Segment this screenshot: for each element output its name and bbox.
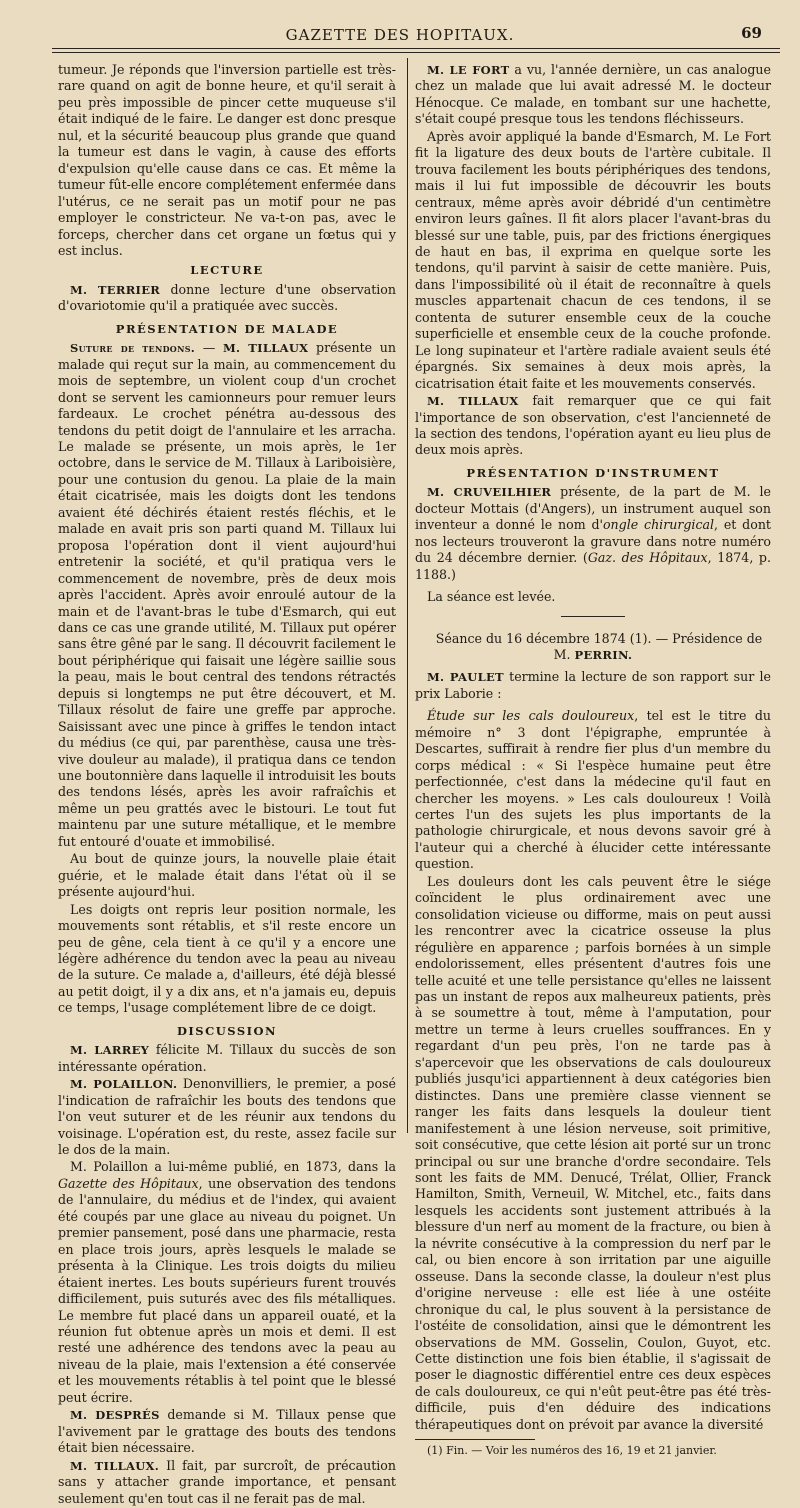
case-title: Suture de tendons.: [70, 341, 196, 356]
paragraph-text: présente, de la part de M. le docteur Mottais (d'Angers), un instrument auquel son inventeur a donné le nom d': [415, 484, 771, 533]
speaker-name: M. TERRIER: [70, 282, 161, 297]
column-divider: [407, 58, 408, 1133]
paragraph-text: , et dont nos lecteurs trouveront la gravure dans notre numéro du 24 décembre dernier. (: [415, 517, 771, 566]
president-name: PERRIN.: [574, 647, 633, 662]
paragraph-tillaux: [58, 1458, 396, 1507]
paragraph-text: félicite M. Tillaux du succès de son intéressante opération.: [58, 1042, 396, 1074]
journal-reference: Gaz. des Hôpitaux: [587, 550, 708, 566]
paragraph-paulet: [415, 669, 771, 702]
dash: —: [195, 340, 223, 356]
paragraph-text: , une observation des tendons de l'annulaire, du médius et de l'index, qui avaient été coupés par une glace au niveau du poignet. Un premier pansement, posé dans une pharmacie, resta en place trois jours, après lesquels le malade se présenta à la Clinique. Les trois doigts du milieu étaient inertes. Les bouts supérieurs furent trouvés difficilement, puis suturés avec des fils métalliques. Le membre fut placé dans un appareil ouaté, et la réunion fut obtenue après un mois et demi. Il est resté une adhérence des tendons avec la peau au niveau de la plaie, mais l'extension a été conservée et les mouvements rétablis à tel point que le blessé peut écrire.: [58, 1175, 397, 1405]
header-rule-double: [52, 52, 780, 53]
paragraph-text: , 1874, p. 1188.): [415, 550, 771, 582]
speaker-name: M. POLAILLON.: [70, 1077, 178, 1092]
speaker-name: M. LARREY: [70, 1043, 150, 1058]
paragraph-text: a vu, l'année dernière, un cas analogue chez un malade que lui avait adressé M. le docteur Hénocque. Ce malade, en tombant sur une hachette, s'était coupé presque tous les tendons fléchisseurs.: [415, 62, 771, 127]
speaker-name: M. PAULET: [427, 670, 504, 685]
page-number: 69: [741, 24, 762, 42]
journal-reference: Gazette des Hôpitaux: [58, 1175, 199, 1191]
speaker-name: M. TILLAUX: [223, 341, 309, 356]
speaker-name: M. LE FORT: [427, 63, 510, 77]
paragraph-polaillon-2: [58, 1159, 396, 1406]
section-heading-presentation: PRÉSENTATION DE MALADE: [115, 321, 339, 336]
paragraph-text: demande si M. Tillaux pense que l'avivement par le grattage des bouts des tendons était bien nécessaire.: [58, 1407, 396, 1456]
speaker-name: M. TILLAUX.: [70, 1458, 160, 1473]
paragraph-text: Il fait, par surcroît, de précaution sans y attacher grande importance, et pensant seulement qu'en tout cas il ne ferait pas de mal.: [58, 1457, 396, 1506]
section-heading-lecture: LECTURE: [190, 263, 264, 278]
paragraph-text: M. Polaillon a lui-même publié, en 1873, dans la: [70, 1159, 396, 1175]
section-heading-discussion: DISCUSSION: [176, 1023, 278, 1038]
session-heading: [415, 631, 771, 664]
left-column: [58, 62, 396, 1508]
session-date: Séance du 16 décembre 1874 (1). — Présidence de M.: [435, 630, 763, 662]
header-rule: [52, 48, 780, 49]
paragraph-cruveilhier: [415, 484, 771, 583]
paragraph: Au bout de quinze jours, la nouvelle plaie était guérie, et le malade était dans l'état où il se présente aujourd'hui.: [58, 851, 396, 900]
speaker-name: M. DESPRÉS: [70, 1408, 160, 1423]
speaker-name: M. TILLAUX: [427, 394, 519, 409]
paragraph-etude: [415, 708, 771, 873]
paragraph-text: Denonvilliers, le premier, a posé l'indication de rafraîchir les bouts des tendons que l'on veut suturer et de les réunir aux tendons du voisinage. L'opération est, du reste, assez facile sur le dos de la main.: [58, 1076, 396, 1157]
instrument-name: ongle chirurgical: [602, 517, 715, 533]
paragraph-despres: [58, 1407, 396, 1456]
memoir-title: Étude sur les cals douloureux: [427, 708, 635, 724]
paragraph: Les douleurs dont les cals peuvent être le siége coïncident le plus ordinairement avec une consolidation vicieuse ou difforme, mais on peut aussi les rencontrer avec la cicatrice osseuse la plus régulière en apparence ; parfois bornées à un simple endolorissement, elles présentent d'autres fois une telle acuité et une telle persistance qu'elles ne laissent pas un instant de repos aux malheureux patients, près à se soumettre à tout, même à l'amputation, pour mettre un terme à leurs cruelles souffrances. En y regardant d'un peu près, l'on ne tarde pas à s'apercevoir que les observations de cals douloureux publiés jusqu'ici appartiennent à deux catégories bien distinctes. Dans une première classe viennent se ranger les faits dans lesquels la douleur tient manifestement à une lésion nerveuse, soit primitive, soit consécutive, que cette lésion ait porté sur un tronc principal ou sur une branche d'ordre secondaire. Tels sont les faits de MM. Denucé, Trélat, Ollier, Franck Hamilton, Smith, Verneuil, W. Mitchel, etc., faits dans lesquels les accidents sont justement attribués à la blessure d'un nerf au moment de la fracture, ou bien à la névrite consécutive à la compression du nerf par le cal, ou bien encore à son irritation par une aiguille osseuse. Dans la seconde classe, la douleur n'est plus d'origine nerveuse : elle est liée à une ostéite chronique du cal, le plus souvent à la persistance de l'ostéite de consolidation, ainsi que le démontrent les observations de MM. Gosselin, Coulon, Guyot, etc. Cette distinction une fois bien établie, il s'agissait de poser le diagnostic différentiel entre ces deux espèces de cals douloureux, ce qui n'eût peut-être pas été très-difficile, puis d'en déduire des indications thérapeutiques dont on prévoit par avance la diversité: [415, 873, 771, 1432]
paragraph-text: présente un malade qui reçut sur la main, au commencement du mois de septembre, un violent coup d'un crochet dont se servent les camionneurs pour remuer leurs fardeaux. Le crochet pénétra au-dessous des tendons du petit doigt de l'annulaire et les arracha. Le malade se présente, un mois après, le 1er octobre, dans le service de M. Tillaux à Lariboisière, pour une contusion du genou. La plaie de la main était cicatrisée, mais les doigts dont les tendons avaient été déchirés étaient restés fléchis, et le malade en avait pris son parti quand M. Tillaux lui proposa l'opération dont il vient aujourd'hui entretenir la société, et qu'il pratiqua vers le commencement de novembre, près de deux mois après l'accident. Après avoir enroulé autour de la main et de l'avant-bras le tube d'Esmarch, qui eut dans ce cas une grande utilité, M. Tillaux put opérer sans être gêné par le sang. Il découvrit facilement le bout périphérique qui faisait une légère saillie sous la peau, mais le bout central des tendons rétractés depuis si longtemps ne put être découvert, et M. Tillaux résolut de faire une greffe par approche. Saisissant avec une pince à griffes le tendon intact du médius (ce qui, par parenthèse, causa une très-vive douleur au malade), il pratiqua dans ce tendon une boutonnière dans laquelle il introduisit les bouts des tendons lésés, après les avoir rafraîchis et même un peu grattés avec le bistouri. Le tout fut maintenu par une suture métallique, et le membre fut entouré d'ouate et immobilisé.: [58, 340, 396, 849]
paragraph-text: donne lecture d'une observation d'ovariotomie qu'il a pratiquée avec succès.: [58, 281, 396, 314]
session-closed: La séance est levée.: [427, 589, 556, 605]
section-separator: [561, 616, 625, 617]
paragraph-text: fait remarquer que ce qui fait l'importance de son observation, c'est l'ancienneté de la section des tendons, l'opération ayant eu lieu plus de deux mois après.: [415, 393, 771, 458]
paragraph-tillaux-2: [415, 393, 771, 459]
footnote-rule: [415, 1439, 535, 1440]
footnote: (1) Fin. — Voir les numéros des 16, 19 et 21 janvier.: [427, 1444, 717, 1458]
page-header: [24, 22, 776, 46]
paragraph-polaillon: [58, 1076, 396, 1158]
paragraph: tumeur. Je réponds que l'inversion partielle est très-rare quand on agit de bonne heure, et qu'il serait à peu près impossible de pincer cette muqueuse s'il était indiqué de le faire. Le danger est donc presque nul, et la sécurité beaucoup plus grande que quand la tumeur est dans le vagin, à cause des efforts d'expulsion qu'elle cause dans ce cas. Et même la tumeur fût-elle encore complétement enfermée dans l'utérus, ce ne serait pas un motif pour ne pas employer le constricteur. Ne va-t-on pas, avec le forceps, chercher dans cet organe un fœtus qui y est inclus.: [58, 62, 396, 258]
paragraph-larrey: [58, 1042, 396, 1075]
speaker-name: M. CRUVEILHIER: [427, 485, 552, 500]
paragraph-text: , tel est le titre du mémoire n° 3 dont l'épigraphe, empruntée à Descartes, suffirait à rendre fier plus d'un membre du corps médical : « Si l'espèce humaine peut être perfectionnée, c'est dans la médecine qu'il faut en chercher les moyens. » Les cals douloureux ! Voilà certes l'un des sujets les plus importants de la pathologie chirurgicale, et nous devons savoir gré à l'auteur qui a cherché à élucider cette intéressante question.: [415, 708, 771, 872]
paragraph: Les doigts ont repris leur position normale, les mouvements sont rétablis, et s'il reste encore un peu de gêne, cela tient à ce qu'il y a encore une légère adhérence du tendon avec la peau au niveau de la suture. Ce malade a, d'ailleurs, été déjà blessé au petit doigt, il y a dix ans, et n'a jamais eu, depuis ce temps, l'usage complétement libre de ce doigt.: [58, 901, 396, 1016]
paragraph-terrier: [58, 282, 396, 315]
paragraph-text: termine la lecture de son rapport sur le prix Laborie :: [415, 669, 771, 701]
paragraph-lefort: [415, 62, 771, 128]
right-column: [415, 62, 771, 1459]
section-heading-instrument: PRÉSENTATION D'INSTRUMENT: [466, 465, 720, 480]
paragraph-suture: [58, 340, 396, 850]
journal-title: GAZETTE DES HOPITAUX.: [285, 26, 515, 44]
paragraph: Après avoir appliqué la bande d'Esmarch, M. Le Fort fit la ligature des deux bouts de l'artère cubitale. Il trouva facilement les bouts périphériques des tendons, mais il lui fut impossible de découvrir les bouts centraux, même après avoir débridé d'un centimètre environ leurs gaînes. Il fit alors placer l'avant-bras du blessé sur une table, puis, par des frictions énergiques de haut en bas, il exprima en quelque sorte les tendons, qu'il parvint à saisir de cette manière. Puis, dans l'impossibilité où il était de reconnaître à quels muscles appartenait chacun de ces tendons, il se contenta de suturer ensemble ceux de la couche superficielle et ensemble ceux de la couche profonde. Le long supinateur et l'artère radiale avaient seuls été épargnés. Six semaines à deux mois après, la cicatrisation était faite et les mouvements conservés.: [415, 128, 771, 391]
